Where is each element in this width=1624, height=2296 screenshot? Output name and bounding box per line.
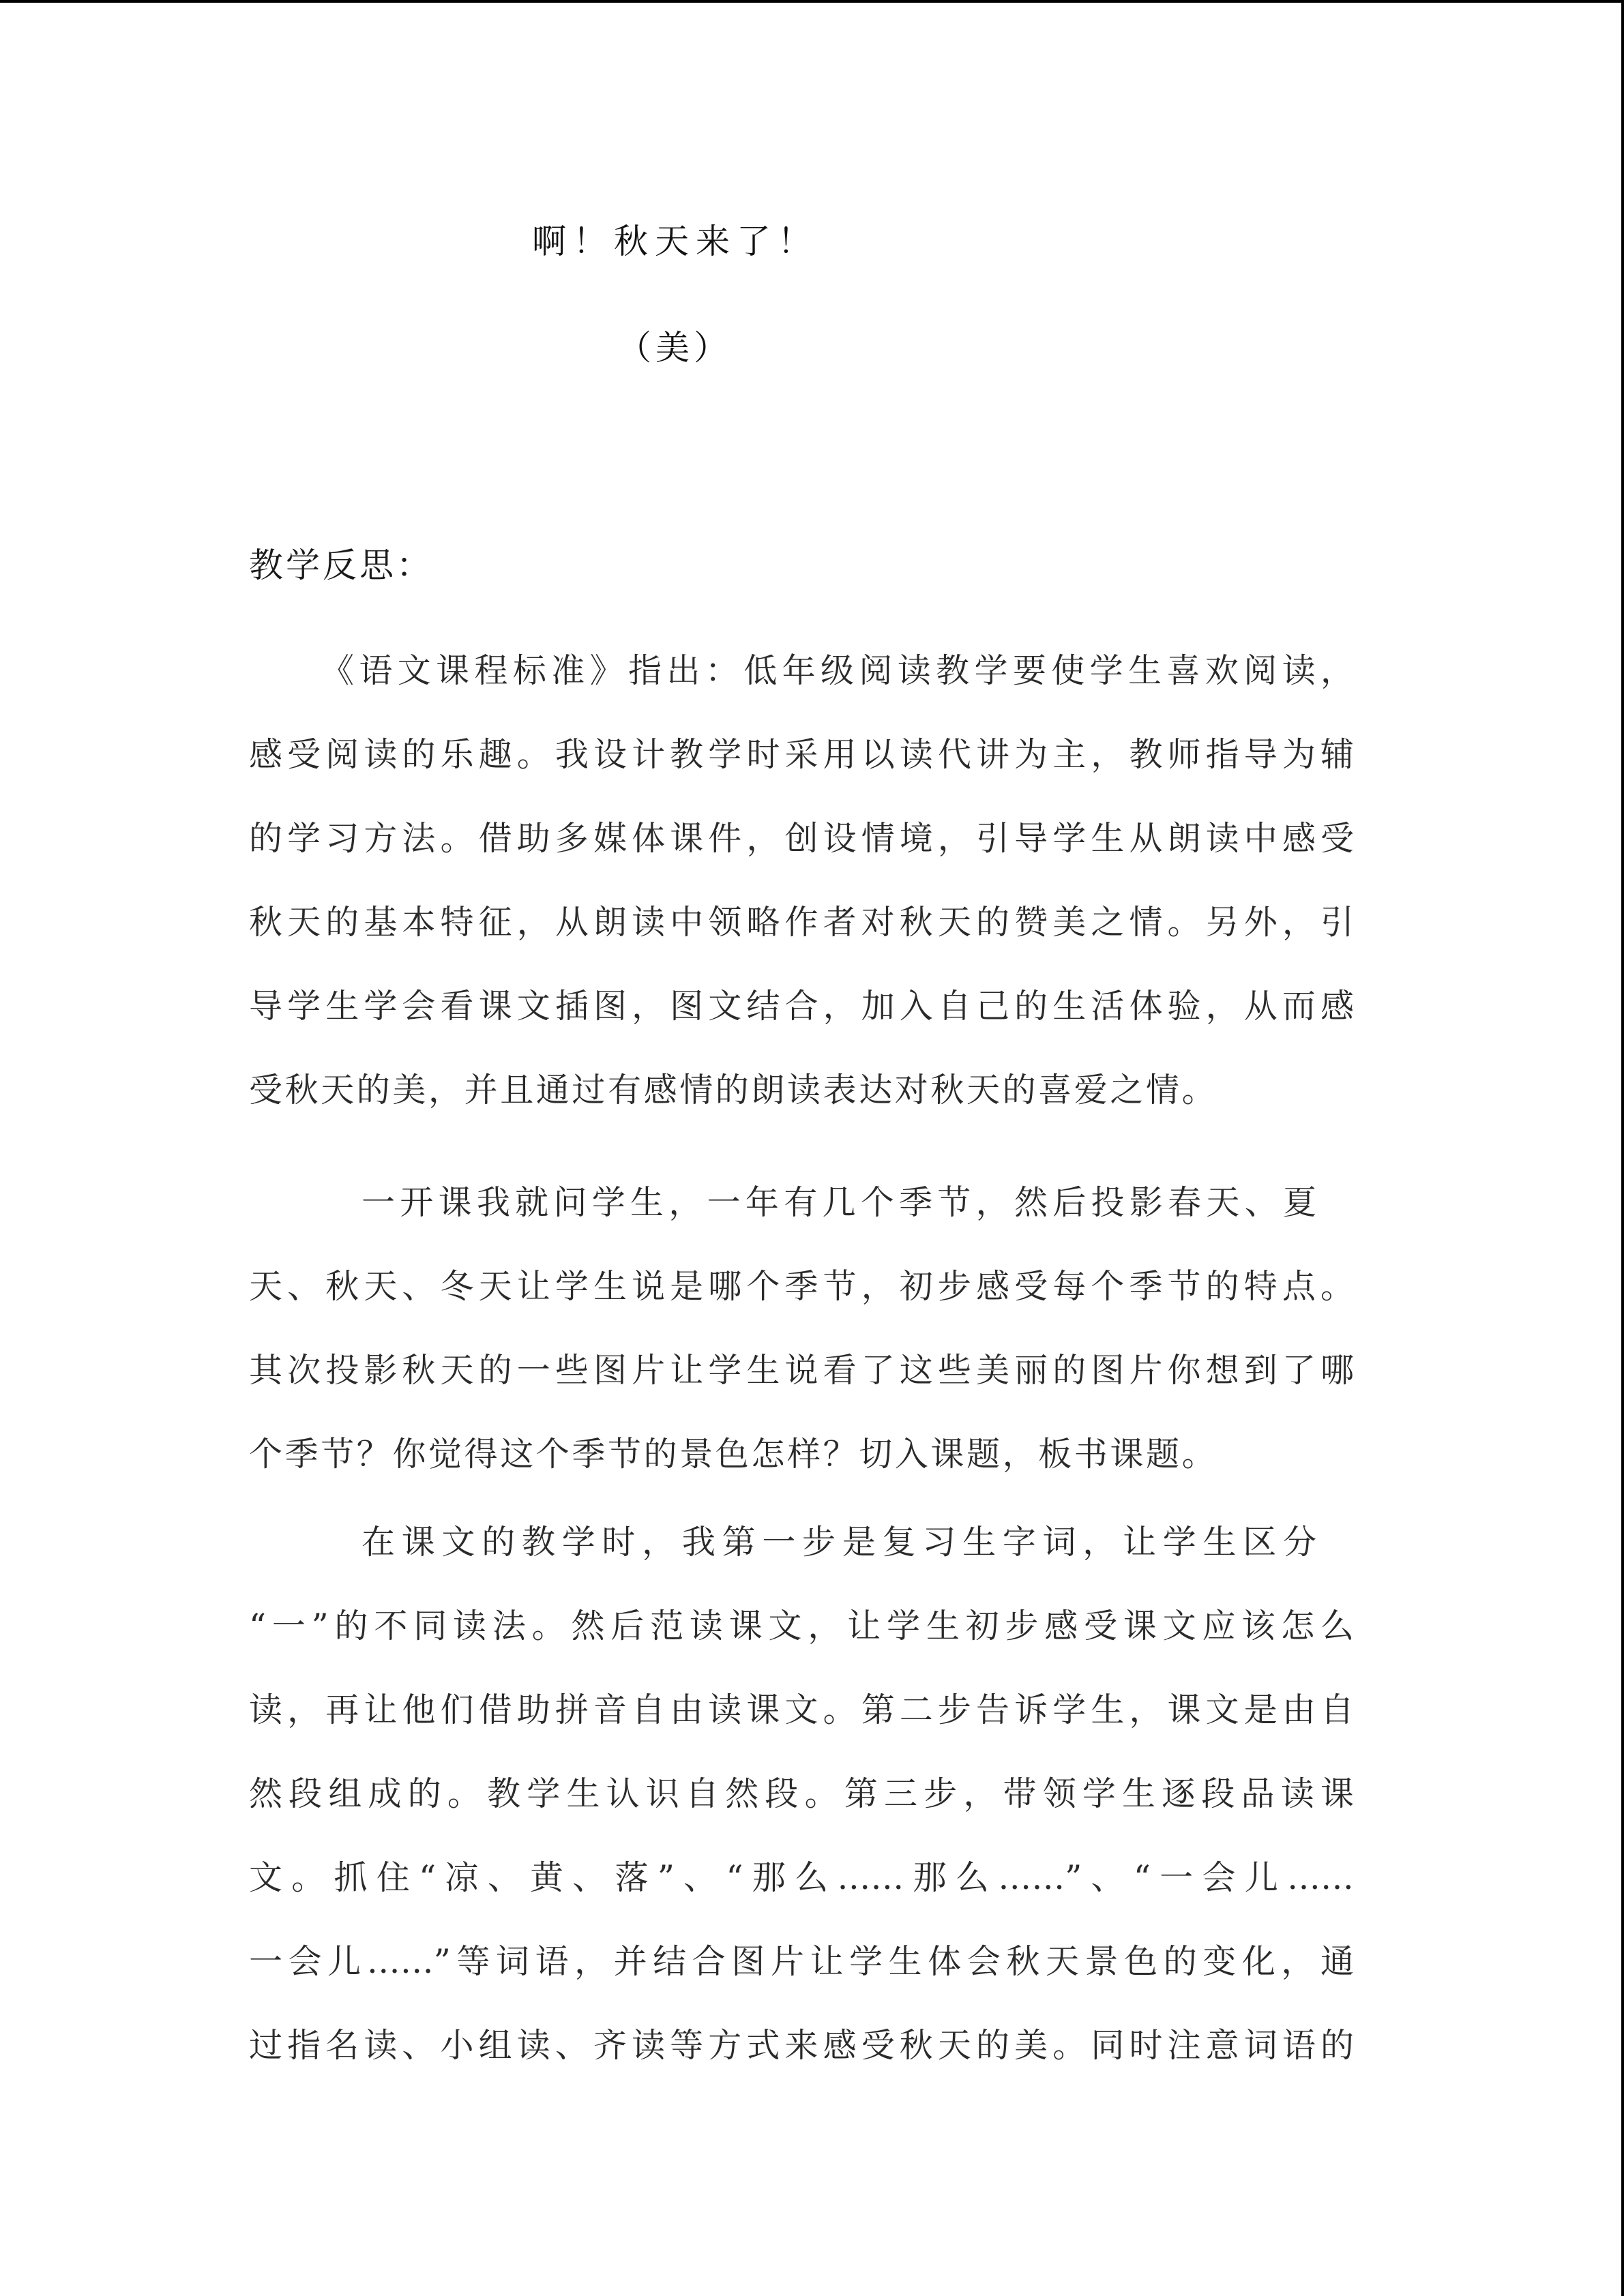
text-line: 《语文课程标准》指出：低年级阅读教学要使学生喜欢阅读， [321,651,1354,690]
text-line: 然段组成的。教学生认识自然段。第三步，带领学生逐段品读课 [249,1774,1354,1813]
section-heading: 教学反思： [249,546,433,585]
text-line: 受秋天的美，并且通过有感情的朗读表达对秋天的喜爱之情。 [249,1071,1218,1109]
text-line: 个季节？你觉得这个季节的景色怎样？切入课题，板书课题。 [249,1435,1218,1474]
document-subtitle: （美） [617,328,732,368]
document-title: 啊！秋天来了！ [532,222,818,261]
text-line: 一开课我就问学生，一年有几个季节，然后投影春天、夏 [361,1183,1316,1222]
text-line: 在课文的教学时，我第一步是复习生字词，让学生区分 [361,1523,1316,1562]
text-line: 天、秋天、冬天让学生说是哪个季节，初步感受每个季节的特点。 [249,1267,1354,1306]
text-line: 读，再让他们借助拼音自由读课文。第二步告诉学生，课文是由自 [249,1690,1354,1729]
text-line: 导学生学会看课文插图，图文结合，加入自己的生活体验，从而感 [249,987,1354,1026]
text-line: “一”的不同读法。然后范读课文，让学生初步感受课文应该怎么 [249,1607,1354,1645]
text-line: 秋天的基本特征，从朗读中领略作者对秋天的赞美之情。另外，引 [249,903,1354,942]
text-line: 文。抓住“凉、黄、落”、“那么……那么……”、“一会儿…… [249,1858,1354,1897]
text-line: 感受阅读的乐趣。我设计教学时采用以读代讲为主，教师指导为辅 [249,735,1354,774]
text-line: 一会儿……”等词语，并结合图片让学生体会秋天景色的变化，通 [249,1942,1354,1981]
text-line: 的学习方法。借助多媒体课件，创设情境，引导学生从朗读中感受 [249,819,1354,858]
text-line: 过指名读、小组读、齐读等方式来感受秋天的美。同时注意词语的 [249,2026,1354,2065]
text-line: 其次投影秋天的一些图片让学生说看了这些美丽的图片你想到了哪 [249,1351,1354,1390]
